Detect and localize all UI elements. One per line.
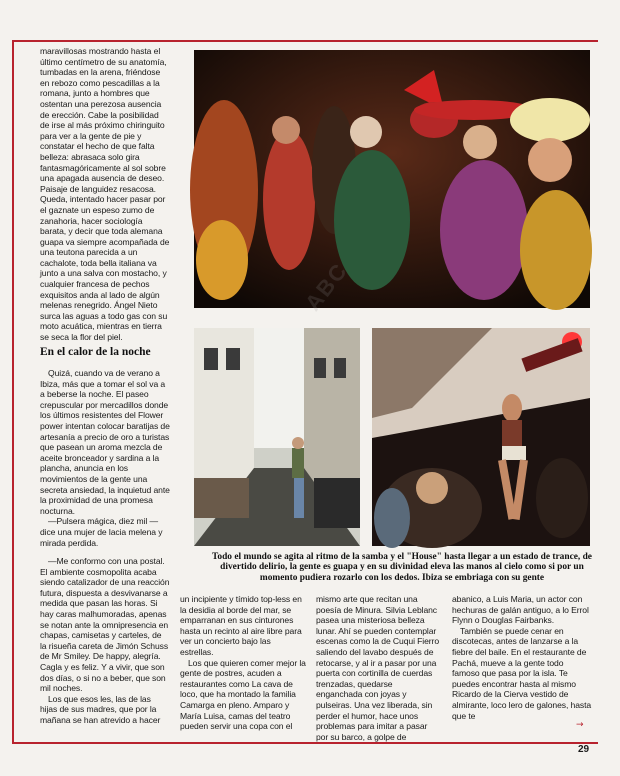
paragraph: mismo arte que recitan una poesía de Minura. Silvia Leblanc pasea una misteriosa belleza lunar. Ahí se pueden contemplar escenas como la de Cuqui Fierro saliendo del lavabo después de retocarse, y al ir a pasar por una puerta con cortinilla de cuerdas trenzadas, quedarse enganchada con joyas y pulseiras. Una vez liberada, sin perder el humor, hace unos problemas para imitar a pasar por su barco, a golpe de <box>316 594 440 742</box>
paragraph: un incipiente y tímido top-less en la desidia al borde del mar, se emparranan en sus cinturones hasta un recinto al aire libre para ver un concierto bajo las estrellas. <box>180 594 302 657</box>
photo-carnival-party <box>194 50 590 308</box>
article-column-3 <box>316 594 440 742</box>
paragraph: También se puede cenar en discotecas, antes de lanzarse a la fiebre del baile. En el restaurante de Pachá, mueve a la gente todo famoso que pasa por la isla. Te puedes encontrar hasta al mismo Ricardo de la Cierva vestido de almirante, loco lero de galones, hasta que te <box>452 625 592 721</box>
article-column-1 <box>40 46 170 342</box>
article-column-4 <box>452 594 592 732</box>
continue-arrow-icon: → <box>576 720 584 730</box>
paragraph: —Pulsera mágica, diez mil —dice una mujer de lacia melena y mirada perdida. <box>40 516 163 548</box>
paragraph: abanico, a Luis Maria, un actor con hechuras de galán antiguo, a lo Errol Flynn o Douglas Fairbanks. <box>452 594 589 626</box>
paragraph: Los que quieren comer mejor la gente de postres, acuden a restaurantes como La cava de loco, que ha montado la familia Camarga en pleno. Amparo y María Luisa, camas del teatro pueden servir una copa con el <box>180 657 306 732</box>
paragraph: Quizá, cuando va de verano a Ibiza, más que a tomar el sol va a a beberse la noche. El paseo crepuscular por mercadillos donde los últimos resistentes del Flower power intentan colocar baratijas de artesanía a precio de oro a turistas que pasean un aroma mezcla de aceite bronceador y sardina a la plancha, anuncia en los movimientos de la gente una secreta ansiedad, la inquietud ante la proximidad de una promesa nocturna. <box>40 368 170 516</box>
section-subhead: En el calor de la noche <box>40 346 151 358</box>
paragraph: maravillosas mostrando hasta el último centímetro de su anatomía, tumbadas en la arena, friéndose en rebozo como pescadillas a la romana, junto a hombres que ostentan una perezosa ausencia de erección. Cabe la posibilidad de irse al más próximo chiringuito para ver a la gente de pie y constatar el hecho de que falta belleza: abrasaca solo gira fantasmagóricamente al sol sobre una apagada ausencia de deseo. Paisaje de languidez resacosa. Queda, intentado hacer pasar por el gaznate un espeso zumo de zanahoria, hacer sociología barata, y decir que toda alemana guapa va siempre acompañada de una teutona parecida a un cachalote, toda bella italiana va junto a una salva con mostacho, y cualquier francesa de pechos exquisitos anda al lado de algún melenas renegrido. Ángel Nieto surca las aguas a todo gas con su moto acuática, mientras en tierra se seca la flor del piel. <box>40 46 170 343</box>
photo-street-market <box>194 328 360 546</box>
article-column-2 <box>180 594 306 732</box>
paragraph: Los que esos les, las de las hijas de sus madres, que por la mañana se han atrevido a hacer <box>40 693 161 725</box>
paragraph: —Me conformo con una postal. El ambiente cosmopolita acaba siendo catalizador de una reacción futura, dispuesta a desvivanarse a medida que pasan las horas. Si hay caras malhumoradas, apenas se notan ante la omnipresencia en chapas, camisetas y carteles, de la risueña careta de Jimón Schuss de Mr Smiley. De happy, alegría. Cagla y es feliz. Y a vivir, que son dos días, o si no a beber, que son mil noches. <box>40 556 170 694</box>
photo-nightclub-dancer <box>372 328 590 546</box>
page-number: 29 <box>578 744 590 755</box>
photo-caption: Todo el mundo se agita al ritmo de la samba y el "House" hasta llegar a un estado de trance, de divertido delirio, la gente es guapa y en su divinidad eleva las manos al cielo como si por un momento pudiera rozarlo con los dedos. Ibiza se embriaga con su gente <box>212 552 592 583</box>
article-column-1-section <box>40 368 170 552</box>
article-column-1-continued <box>40 556 170 726</box>
